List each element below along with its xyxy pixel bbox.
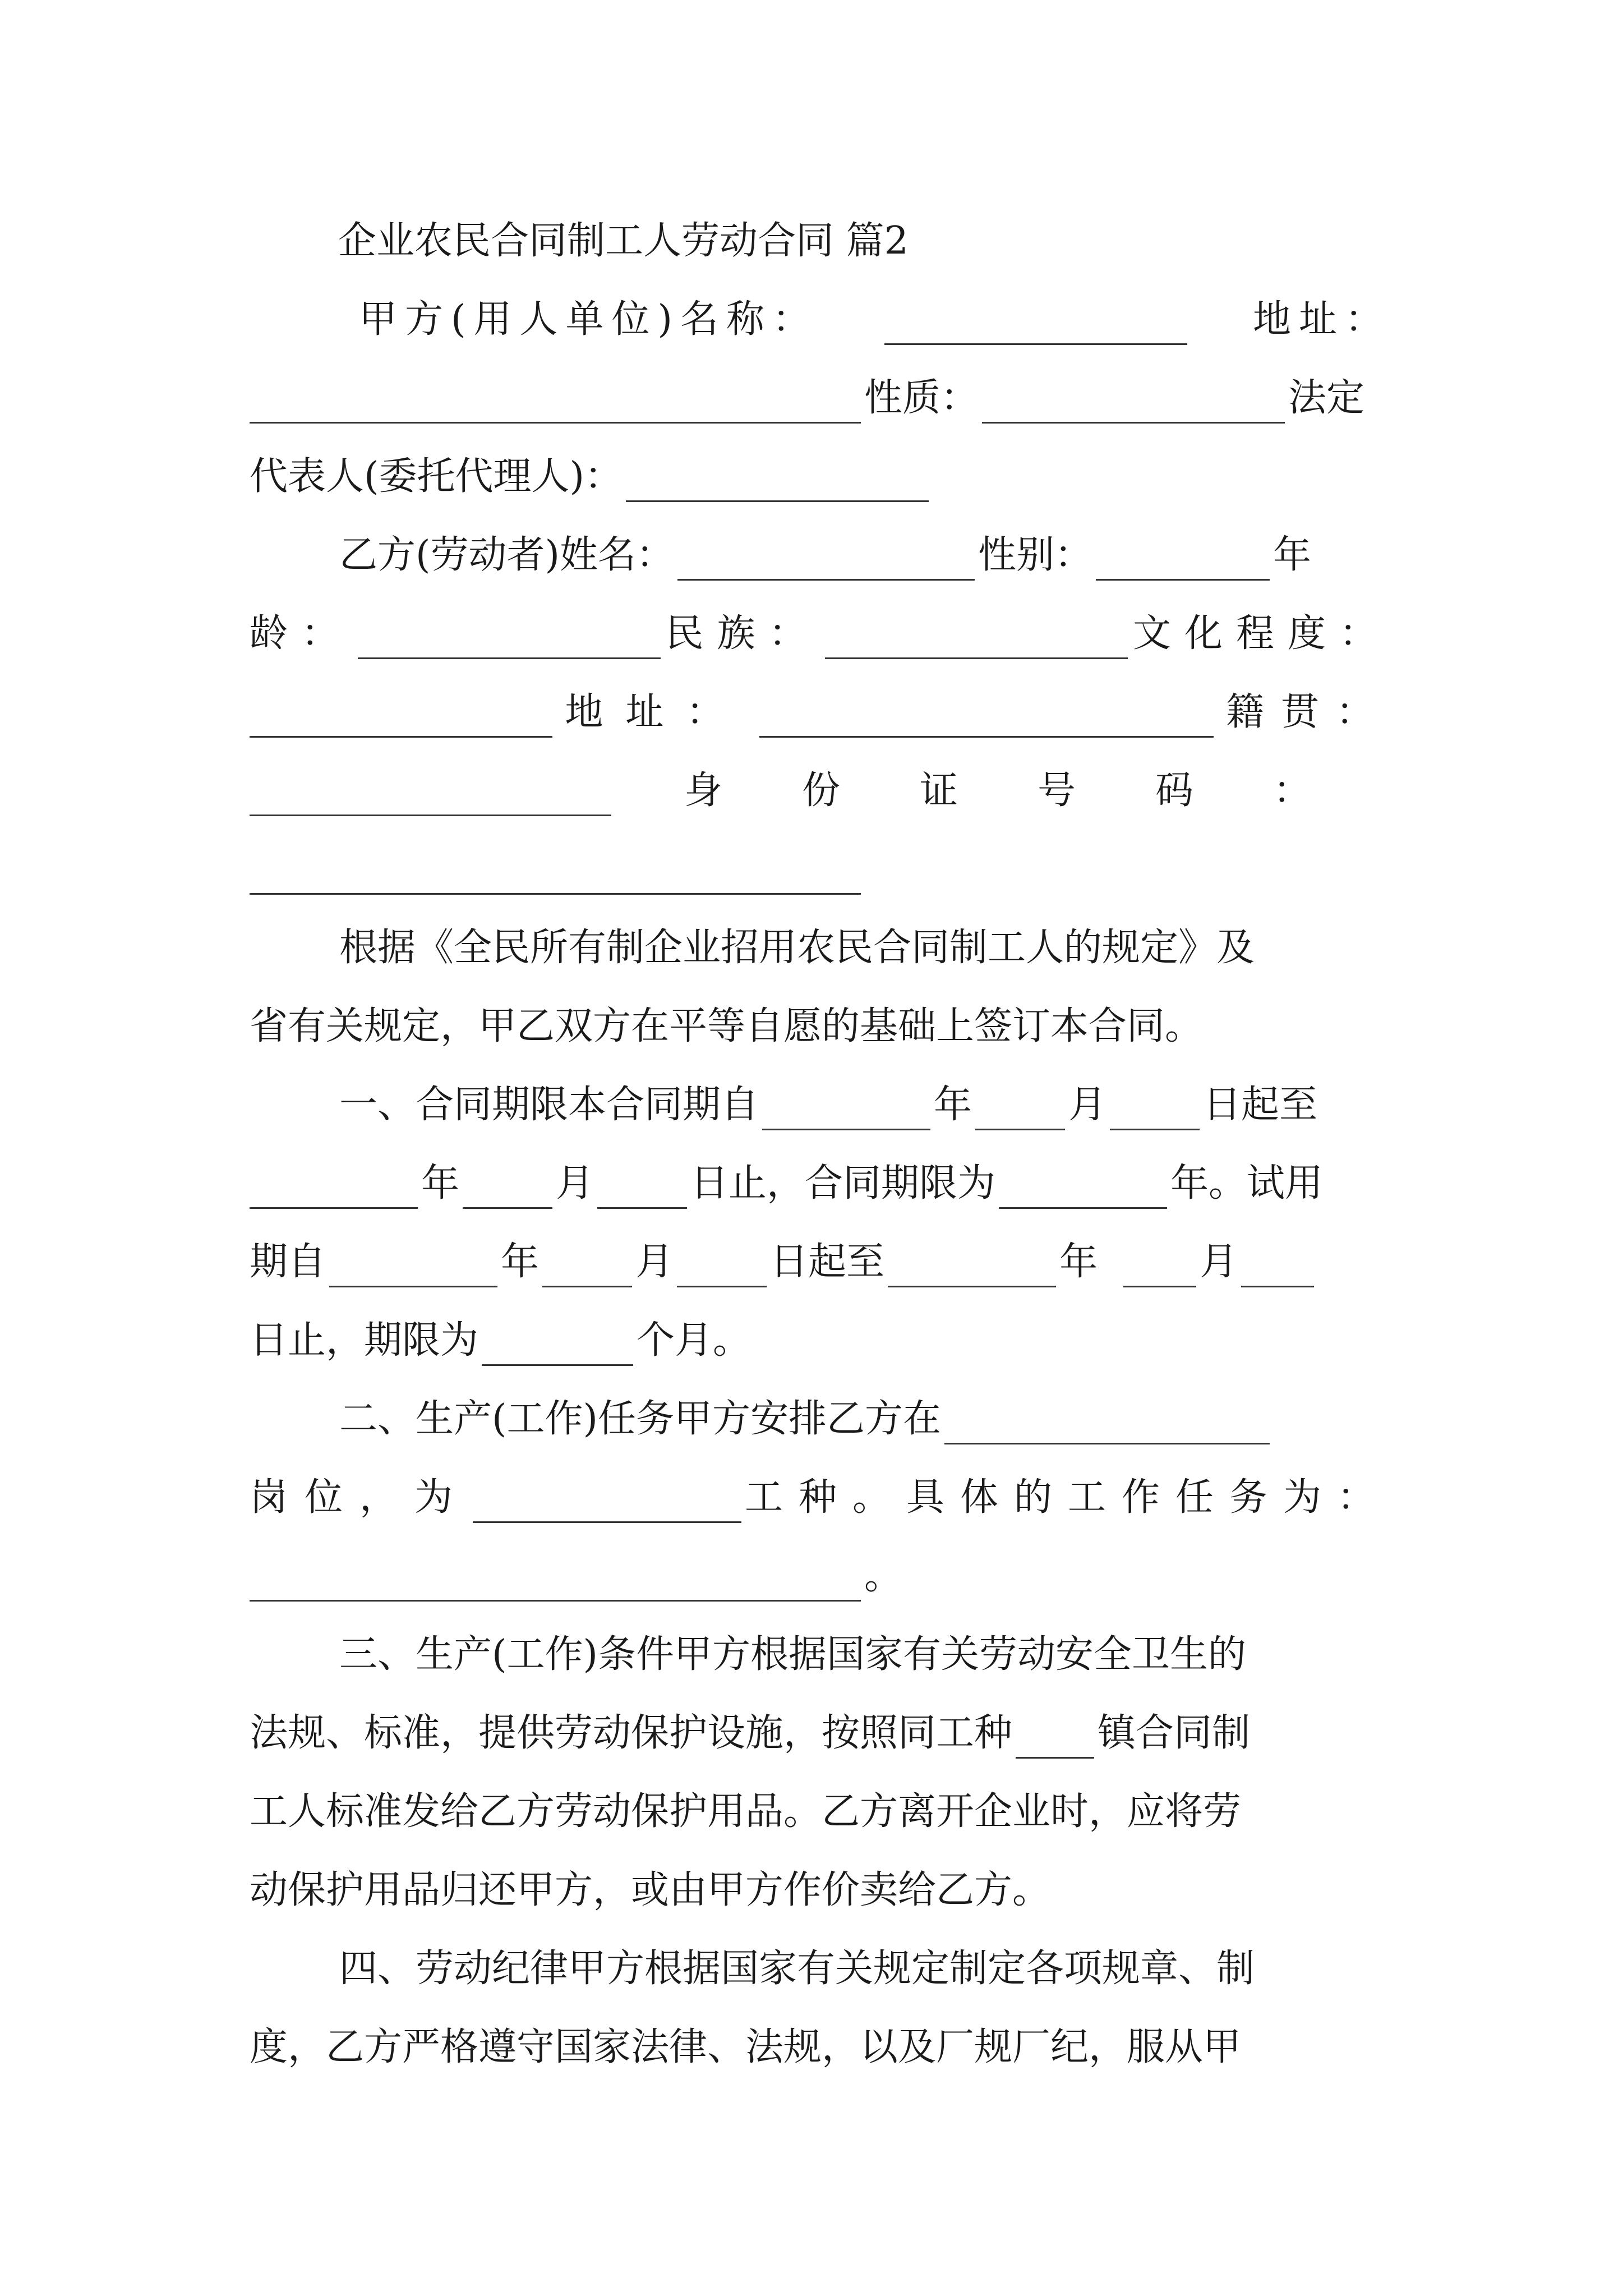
- clause1-end-day-blank[interactable]: [597, 1172, 687, 1209]
- clause1-end-month-blank[interactable]: [463, 1172, 552, 1209]
- party-a-address-blank[interactable]: [250, 387, 861, 424]
- clause2-line-3: [250, 1551, 1391, 1602]
- party-b-education-label: 文化程度：: [1132, 611, 1391, 656]
- clause1-intro: 一、合同期限本合同期自: [339, 1083, 759, 1127]
- party-b-address-blank[interactable]: [759, 701, 1214, 738]
- party-b-name-row: [250, 530, 1391, 581]
- clause3-line-2: [250, 1708, 1391, 1759]
- clause4-line-2: [250, 2022, 1391, 2073]
- party-a-name-row: [359, 295, 1391, 345]
- clause1-year-label: 年: [934, 1083, 972, 1127]
- party-b-education-blank[interactable]: [250, 701, 552, 738]
- clause2-post-label: 岗位，为: [250, 1475, 470, 1520]
- basis-text-1: 根据《全民所有制企业招用农民合同制工人的规定》及: [339, 926, 1255, 970]
- party-b-age-blank[interactable]: [358, 623, 661, 659]
- party-b-name-blank[interactable]: [677, 544, 975, 581]
- clause1-year-label-3: 年: [501, 1240, 540, 1284]
- clause1-trial-end-year-blank[interactable]: [888, 1251, 1056, 1287]
- party-b-address-label: 地址：: [565, 690, 747, 734]
- clause2-intro: 二、生产(工作)任务甲方安排乙方在: [339, 1397, 942, 1441]
- party-b-origin-blank[interactable]: [250, 780, 611, 816]
- party-a-legal-rep-label-1: 法定: [1288, 376, 1365, 420]
- clause1-years-trial-label: 年。试用: [1170, 1161, 1324, 1205]
- clause2-line-2: [250, 1473, 1391, 1523]
- clause1-start-month-blank[interactable]: [975, 1094, 1065, 1130]
- clause4-line-1: [250, 1944, 1391, 1994]
- party-b-ethnicity-blank[interactable]: [825, 623, 1128, 659]
- clause2-work-type-label: 工种。具体的工作任务为：: [744, 1475, 1391, 1520]
- party-b-name-label: 乙方(劳动者)姓名：: [339, 533, 675, 577]
- clause3-text-2a: 法规、标准，提供劳动保护设施，按照同工种: [250, 1711, 1013, 1755]
- clause1-line-4: [250, 1315, 1391, 1366]
- party-a-nature-row: [250, 373, 1391, 424]
- clause1-line-2: [250, 1158, 1391, 1209]
- clause2-tasks-blank[interactable]: [250, 1565, 861, 1602]
- party-b-gender-label: 性别：: [978, 533, 1093, 577]
- clause2-line-1: [250, 1394, 1391, 1444]
- clause1-trial-start-month-blank[interactable]: [542, 1251, 632, 1287]
- party-a-rep-blank[interactable]: [626, 466, 929, 502]
- clause3-line-3: [250, 1787, 1391, 1837]
- clause1-end-year-blank[interactable]: [250, 1172, 418, 1209]
- clause3-text-3: 工人标准发给乙方劳动保护用品。乙方离开企业时，应将劳: [250, 1789, 1242, 1834]
- party-a-legal-rep-label-2: 代表人(委托代理人)：: [250, 454, 623, 499]
- clause1-month-label-2: 月: [556, 1161, 594, 1205]
- party-b-address-row: [250, 687, 1391, 738]
- clause1-month-label-3: 月: [635, 1240, 674, 1284]
- party-b-age-label-2: 龄：: [250, 611, 353, 656]
- party-b-id-blank[interactable]: [250, 858, 861, 895]
- party-b-ethnicity-label: 民族：: [665, 611, 820, 656]
- clause3-text-1: 三、生产(工作)条件甲方根据国家有关劳动安全卫生的: [339, 1632, 1247, 1677]
- clause1-trial-start-year-blank[interactable]: [329, 1251, 497, 1287]
- clause1-line-3: [250, 1237, 1391, 1287]
- clause4-text-1: 四、劳动纪律甲方根据国家有关规定制定各项规章、制: [339, 1947, 1255, 1991]
- clause1-months-label: 个月。: [637, 1318, 751, 1363]
- clause1-day-from-label-2: 日起至: [770, 1240, 885, 1284]
- clause2-location-blank[interactable]: [944, 1408, 1270, 1444]
- party-a-nature-label: 性质：: [864, 376, 979, 420]
- party-b-origin-label: 籍贯：: [1225, 690, 1391, 734]
- party-b-gender-blank[interactable]: [1096, 544, 1270, 581]
- clause3-text-4: 动保护用品归还甲方，或由甲方作价卖给乙方。: [250, 1868, 1051, 1912]
- clause4-text-2: 度，乙方严格遵守国家法律、法规，以及厂规厂纪，服从甲: [250, 2025, 1242, 2069]
- clause3-line-1: [250, 1630, 1391, 1680]
- party-b-id-blank-row: [250, 844, 1391, 895]
- clause2-end-label: 。: [864, 1554, 903, 1598]
- clause1-day-to-label: 日止，合同期限为: [690, 1161, 996, 1205]
- clause1-trial-start-day-blank[interactable]: [677, 1251, 767, 1287]
- party-a-rep-row: [250, 452, 1391, 502]
- clause1-trial-end-day-blank[interactable]: [1241, 1251, 1314, 1287]
- basis-text-2: 省有关规定，甲乙双方在平等自愿的基础上签订本合同。: [250, 1004, 1204, 1048]
- clause3-line-4: [250, 1865, 1391, 1916]
- party-b-age-row: [250, 609, 1391, 659]
- party-b-id-row: [250, 766, 1391, 816]
- basis-line-1: [250, 923, 1391, 973]
- clause1-start-day-blank[interactable]: [1110, 1094, 1200, 1130]
- clause3-text-2b: 镇合同制: [1098, 1711, 1251, 1755]
- party-a-name-blank[interactable]: [884, 309, 1187, 345]
- clause1-month-label: 月: [1068, 1083, 1107, 1127]
- clause1-month-label-4: 月: [1200, 1240, 1238, 1284]
- party-b-age-label-1: 年: [1273, 533, 1312, 577]
- clause3-town-blank[interactable]: [1016, 1722, 1094, 1759]
- party-a-address-label: 地址：: [1252, 297, 1391, 342]
- clause1-year-label-2: 年: [421, 1161, 460, 1205]
- clause1-trial-from-label: 期自: [250, 1240, 326, 1284]
- clause1-trial-months-blank[interactable]: [482, 1329, 633, 1366]
- clause1-term-years-blank[interactable]: [999, 1172, 1167, 1209]
- party-b-id-label: 身份证号码：: [684, 769, 1391, 813]
- basis-line-2: [250, 1001, 1391, 1052]
- clause1-line-1: [250, 1080, 1391, 1130]
- clause1-start-year-blank[interactable]: [762, 1094, 930, 1130]
- party-a-nature-blank[interactable]: [982, 387, 1285, 424]
- party-a-name-label: 甲方(用人单位)名称：: [359, 297, 819, 342]
- clause1-day-from-label: 日起至: [1203, 1083, 1318, 1127]
- clause1-trial-end-month-blank[interactable]: [1123, 1251, 1196, 1287]
- clause1-year-label-4: 年: [1059, 1240, 1098, 1284]
- clause2-work-type-blank[interactable]: [473, 1487, 741, 1523]
- document-title: 企业农民合同制工人劳动合同 篇2: [338, 219, 909, 263]
- clause1-end-label: 日止，期限为: [250, 1318, 479, 1363]
